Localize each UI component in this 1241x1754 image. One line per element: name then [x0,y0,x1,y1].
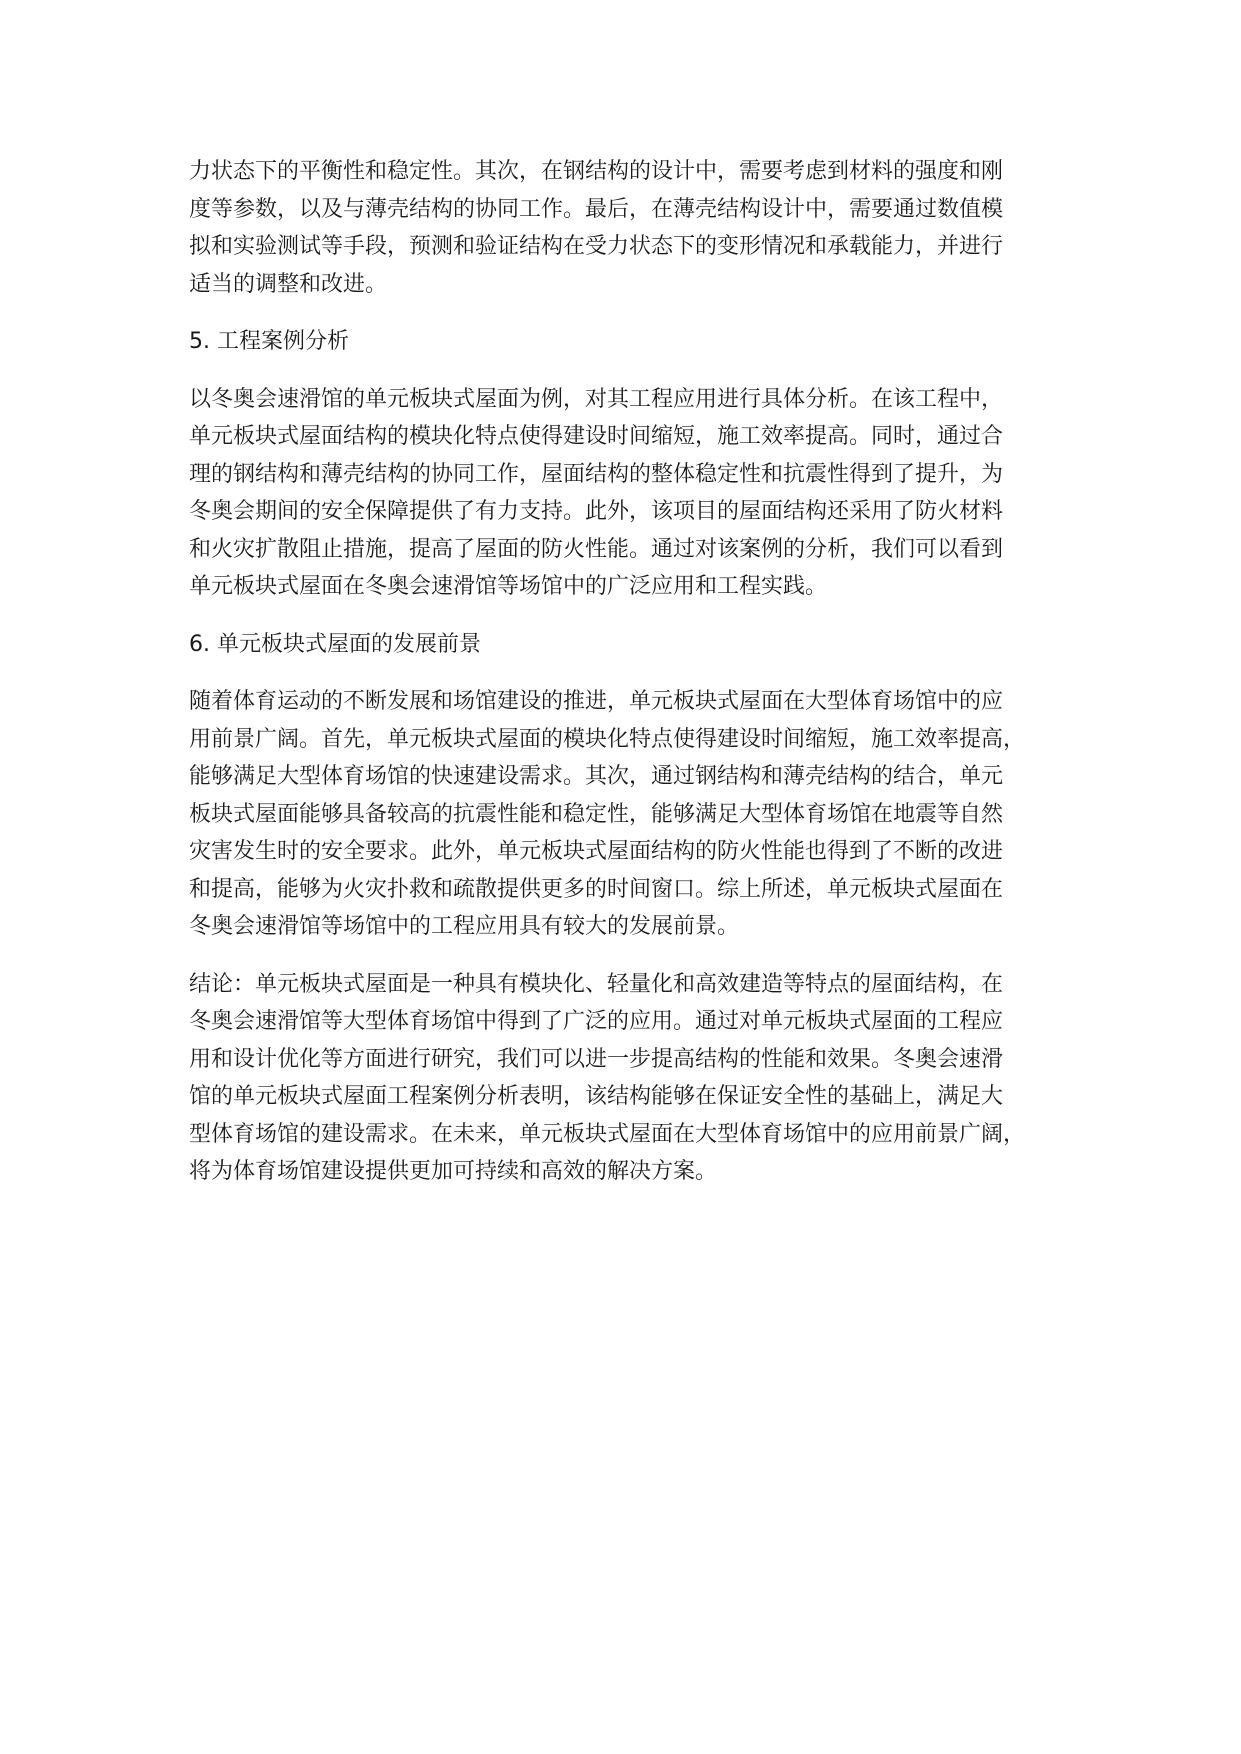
text-line: 随着体育运动的不断发展和场馆建设的推进，单元板块式屋面在大型体育场馆中的应 [189,689,1004,714]
paragraph-prospects [189,683,1079,946]
text-line: 灾害发生时的安全要求。此外，单元板块式屋面结构的防火性能也得到了不断的改进 [189,839,1004,864]
text-line: 冬奥会速滑馆等场馆中的工程应用具有较大的发展前景。 [189,914,740,939]
text-line: 馆的单元板块式屋面工程案例分析表明，该结构能够在保证安全性的基础上，满足大 [189,1084,1004,1109]
text-line: 能够满足大型体育场馆的快速建设需求。其次，通过钢结构和薄壳结构的结合，单元 [189,764,1004,789]
text-line: 和火灾扩散阻止措施，提高了屋面的防火性能。通过对该案例的分析，我们可以看到 [189,536,1004,562]
text-line: 力状态下的平衡性和稳定性。其次，在钢结构的设计中，需要考虑到材料的强度和刚 [189,159,1004,184]
section-heading-case-study: 5. 工程案例分析 [189,329,349,354]
text-line: 结论：单元板块式屋面是一种具有模块化、轻量化和高效建造等特点的屋面结构，在 [189,971,1004,997]
text-line: 用和设计优化等方面进行研究，我们可以进一步提高结构的性能和效果。冬奥会速滑 [189,1046,1004,1072]
section-heading-prospects: 6. 单元板块式屋面的发展前景 [189,631,481,657]
text-line: 拟和实验测试等手段，预测和验证结构在受力状态下的变形情况和承载能力，并进行 [189,234,1004,259]
text-line: 单元板块式屋面在冬奥会速滑馆等场馆中的广泛应用和工程实践。 [189,574,828,599]
text-line: 将为体育场馆建设提供更加可持续和高效的解决方案。 [189,1159,718,1184]
text-line: 以冬奥会速滑馆的单元板块式屋面为例，对其工程应用进行具体分析。在该工程中， [189,386,1004,412]
text-line: 度等参数，以及与薄壳结构的协同工作。最后，在薄壳结构设计中，需要通过数值模 [189,196,1004,222]
text-line: 用前景广阔。首先，单元板块式屋面的模块化特点使得建设时间缩短，施工效率提高， [189,726,1026,752]
text-line: 理的钢结构和薄壳结构的协同工作，屋面结构的整体稳定性和抗震性得到了提升，为 [189,461,1004,487]
text-line: 单元板块式屋面结构的模块化特点使得建设时间缩短，施工效率提高。同时，通过合 [189,424,1004,449]
text-line: 型体育场馆的建设需求。在未来，单元板块式屋面在大型体育场馆中的应用前景广阔， [189,1121,1026,1147]
text-line: 和提高，能够为火灾扑救和疏散提供更多的时间窗口。综上所述，单元板块式屋面在 [189,876,1004,902]
paragraph-conclusion [189,966,1079,1191]
document-body [189,153,1079,1211]
paragraph-case-study [189,381,1079,606]
text-line: 板块式屋面能够具备较高的抗震性能和稳定性，能够满足大型体育场馆在地震等自然 [189,801,1004,827]
text-line: 冬奥会期间的安全保障提供了有力支持。此外，该项目的屋面结构还采用了防火材料 [189,499,1004,524]
paragraph-design-continuation [189,153,1079,303]
text-line: 适当的调整和改进。 [189,271,388,297]
text-line: 冬奥会速滑馆等大型体育场馆中得到了广泛的应用。通过对单元板块式屋面的工程应 [189,1009,1004,1034]
